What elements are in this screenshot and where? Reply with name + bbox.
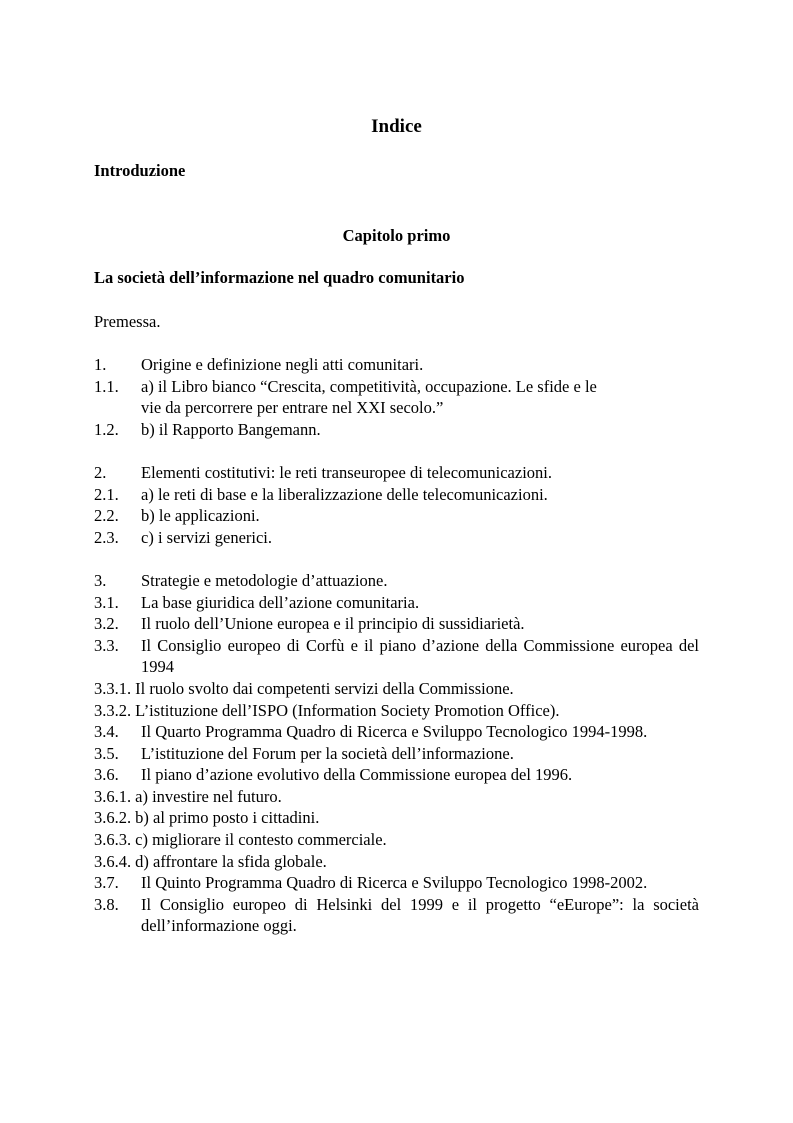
toc-text: L’istituzione dell’ISPO (Information Society Promotion Office). [135, 700, 560, 720]
toc-text: c) i servizi generici. [141, 527, 273, 547]
toc-entry [94, 721, 699, 743]
introduction-heading: Introduzione [94, 161, 186, 180]
toc-text: L’istituzione del Forum per la società dell’informazione. [141, 743, 514, 763]
chapter-label: Capitolo primo [342, 226, 451, 245]
toc-entry [94, 764, 699, 786]
toc-number: 2.3. [94, 527, 119, 547]
toc-text: a) il Libro bianco “Crescita, competitività, occupazione. Le sfide e le vie da percorrere per entrare nel XXI secolo.” [141, 376, 597, 418]
toc-number: 3.3.1. [94, 678, 132, 698]
toc-entry [94, 700, 699, 722]
toc-text: Il Consiglio europeo di Helsinki del 1999 e il progetto “eEurope”: la società dell’informazione oggi. [141, 894, 699, 936]
toc-number: 3.6. [94, 765, 119, 785]
toc-number: 1. [94, 355, 107, 374]
toc-entry [94, 786, 699, 808]
toc-text: a) investire nel futuro. [135, 786, 282, 806]
toc-number: 3.3.2. [94, 700, 132, 720]
toc-text: Il Consiglio europeo di Corfù e il piano d’azione della Commissione europea del 1994 [141, 635, 699, 677]
toc-entry [94, 484, 699, 506]
toc-entry [94, 894, 699, 937]
toc-number: 1.1. [94, 376, 119, 396]
toc-text: Il Quinto Programma Quadro di Ricerca e Sviluppo Tecnologico 1998-2002. [141, 873, 648, 893]
toc-entry [94, 829, 699, 851]
toc-entry [94, 376, 699, 419]
toc-text: Il Quarto Programma Quadro di Ricerca e Sviluppo Tecnologico 1994-1998. [141, 722, 648, 742]
toc-number: 3.6.4. [94, 851, 132, 871]
toc-number: 3.5. [94, 743, 119, 763]
toc-entry [94, 527, 699, 549]
toc-entry [94, 570, 699, 592]
toc-number: 2.2. [94, 506, 119, 526]
toc-text: b) il Rapporto Bangemann. [141, 419, 321, 439]
toc-number: 1.2. [94, 419, 119, 439]
toc-number: 3.8. [94, 894, 119, 914]
chapter-subtitle: La società dell’informazione nel quadro comunitario [94, 268, 465, 287]
toc-text: Origine e definizione negli atti comunitari. [141, 355, 424, 374]
toc-number: 3. [94, 570, 107, 590]
toc-entry [94, 678, 699, 700]
toc-text: c) migliorare il contesto commerciale. [135, 830, 387, 850]
toc-text: Strategie e metodologie d’attuazione. [141, 570, 388, 590]
toc-entry [94, 635, 699, 678]
toc-entry [94, 592, 699, 614]
toc-number: 3.6.1. [94, 786, 132, 806]
toc-entry [94, 505, 699, 527]
premessa-entry: Premessa. [94, 312, 161, 331]
toc-text: Il ruolo dell’Unione europea e il principio di sussidiarietà. [141, 614, 525, 634]
toc-number: 3.4. [94, 722, 119, 742]
page-title: Indice [371, 116, 422, 137]
toc-number: 3.2. [94, 614, 119, 634]
toc-entry [94, 851, 699, 873]
toc-entry [94, 354, 699, 376]
toc-number: 3.1. [94, 592, 119, 612]
toc-text: b) le applicazioni. [141, 506, 260, 526]
toc-number: 2.1. [94, 484, 119, 504]
toc-number: 3.6.2. [94, 808, 132, 828]
toc-entry [94, 872, 699, 894]
toc-text: a) le reti di base e la liberalizzazione delle telecomunicazioni. [141, 484, 548, 504]
toc-entry [94, 807, 699, 829]
toc-entry [94, 462, 699, 484]
group-spacer [94, 440, 699, 462]
table-of-contents [94, 354, 699, 937]
toc-entry [94, 613, 699, 635]
toc-number: 3.6.3. [94, 830, 132, 850]
toc-entry [94, 743, 699, 765]
toc-number: 2. [94, 462, 107, 482]
group-spacer [94, 548, 699, 570]
toc-text: La base giuridica dell’azione comunitaria. [141, 592, 420, 612]
toc-text: b) al primo posto i cittadini. [135, 808, 320, 828]
toc-text: Il ruolo svolto dai competenti servizi della Commissione. [135, 678, 514, 698]
toc-number: 3.3. [94, 635, 119, 655]
toc-entry [94, 419, 699, 441]
toc-text: d) affrontare la sfida globale. [135, 851, 327, 871]
toc-text: Elementi costitutivi: le reti transeuropee di telecomunicazioni. [141, 462, 552, 482]
toc-text: Il piano d’azione evolutivo della Commissione europea del 1996. [141, 765, 573, 785]
toc-number: 3.7. [94, 873, 119, 893]
